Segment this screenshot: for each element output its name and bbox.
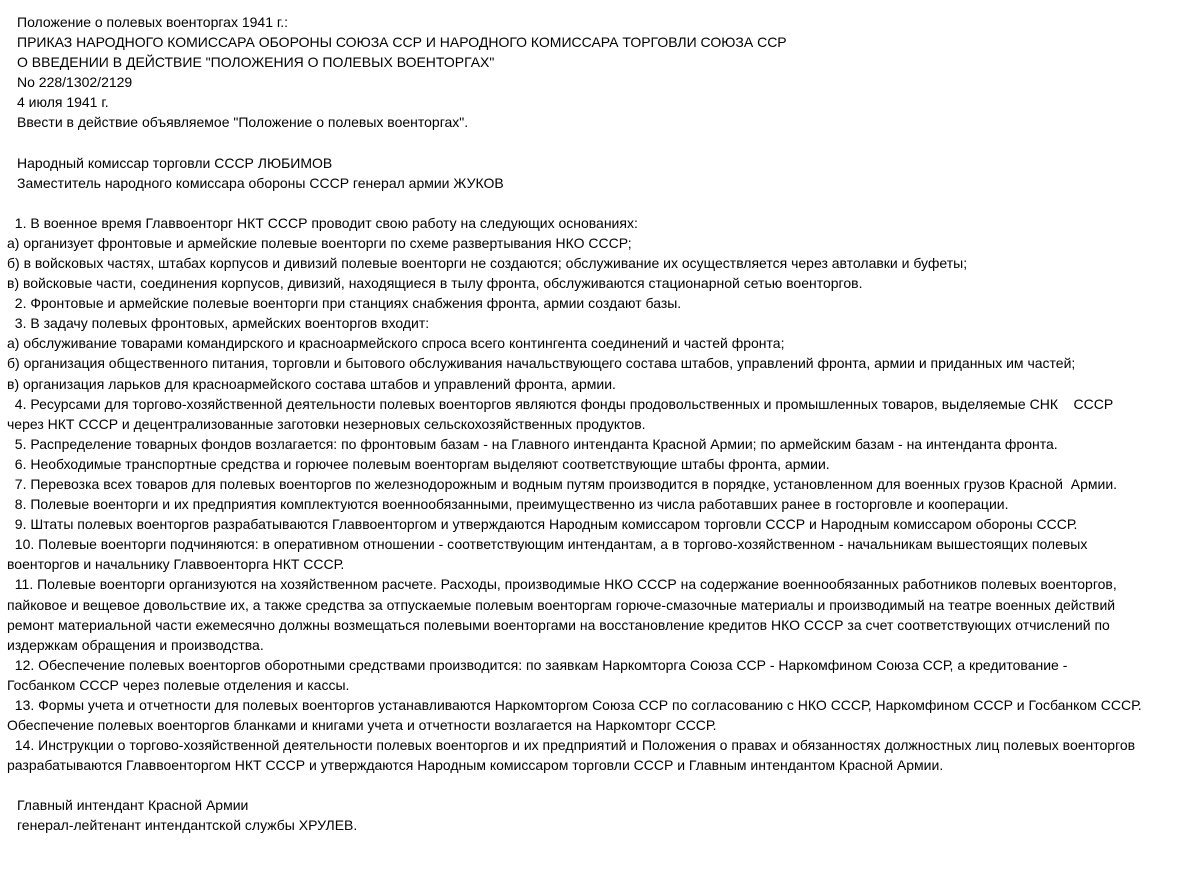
order-date: 4 июля 1941 г. [17, 94, 109, 111]
paragraph-14-line-2: разрабатываются Главвоенторгом НКТ СССР и утверждаются Народным комиссаром торговли СССР и Главным интендантом Красной Армии. [7, 757, 944, 774]
paragraph-10-line-1: 10. Полевые военторги подчиняются: в оперативном отношении - соответствующим интендантам, а в торгово-хозяйственном - начальникам вышестоящих полевых [7, 536, 1088, 553]
paragraph-12-line-1: 12. Обеспечение полевых военторгов оборотными средствами производится: по заявкам Наркомторга Союза ССР - Наркомфином Союза ССР, а кредитование - [7, 656, 1068, 673]
paragraph-3: 3. В задачу полевых фронтовых, армейских военторгов входит: [7, 315, 430, 332]
paragraph-6: 6. Необходимые транспортные средства и горючее полевым военторгам выделяют соответствующие штабы фронта, армии. [7, 455, 830, 472]
paragraph-8: 8. Полевые военторги и их предприятия комплектуются военнообязанными, преимущественно из числа работавших ранее в госторговле и кооперации. [7, 496, 1009, 513]
signatory-defense: Заместитель народного комиссара обороны СССР генерал армии ЖУКОВ [17, 174, 504, 191]
order-title-line-2: О ВВЕДЕНИИ В ДЕЙСТВИЕ "ПОЛОЖЕНИЯ О ПОЛЕВЫХ ВОЕНТОРГАХ" [17, 54, 495, 71]
paragraph-11-line-2: пайковое и вещевое довольствие их, а также средства за отпускаемые полевым военторгам горюче-смазочные материалы и производимый на театре военных действий [7, 596, 1116, 613]
paragraph-7: 7. Перевозка всех товаров для полевых военторгов по железнодорожным и водным путям производится в порядке, установленном для военных грузов Красной Армии. [7, 475, 1118, 492]
paragraph-5: 5. Распределение товарных фондов возлагается: по фронтовым базам - на Главного интенданта Красной Армии; по армейским базам - на интенданта фронта. [7, 435, 1058, 452]
order-title-line-1: ПРИКАЗ НАРОДНОГО КОМИССАРА ОБОРОНЫ СОЮЗА ССР И НАРОДНОГО КОМИССАРА ТОРГОВЛИ СОЮЗА ССР [17, 34, 787, 51]
paragraph-11-line-3: ремонт материальной части ежемесячно должны возмещаться полевыми военторгами на восстановление кредитов НКО СССР за счет соответствующих отчислений по [7, 616, 1110, 633]
paragraph-3a: а) обслуживание товарами командирского и красноармейского спроса всего контингента соединений и частей фронта; [7, 335, 785, 352]
signatory-trade: Народный комиссар торговли СССР ЛЮБИМОВ [17, 154, 333, 171]
paragraph-3b: б) организация общественного питания, торговли и бытового обслуживания начальствующего состава штабов, управлений фронта, армии и приданных им частей; [7, 355, 1076, 372]
doc-title: Положение о полевых военторгах 1941 г.: [17, 14, 289, 30]
paragraph-4-line-1: 4. Ресурсами для торгово-хозяйственной деятельности полевых военторгов являются фонды продовольственных и промышленных товаров, выделяемые СНК СССР [7, 395, 1114, 412]
paragraph-2: 2. Фронтовые и армейские полевые военторги при станциях снабжения фронта, армии создают базы. [7, 295, 682, 312]
paragraph-1a: а) организует фронтовые и армейские полевые военторги по схеме развертывания НКО СССР; [7, 234, 632, 251]
paragraph-10-line-2: военторгов и начальнику Главвоенторга НКТ СССР. [7, 556, 345, 573]
footer-signatory: генерал-лейтенант интендантской службы ХРУЛЕВ. [17, 817, 358, 834]
enactment-text: Ввести в действие объявляемое "Положение о полевых военторгах". [17, 114, 469, 131]
paragraph-4-line-2: через НКТ СССР и децентрализованные заготовки незерновых сельскохозяйственных продуктов. [7, 415, 646, 432]
paragraph-1b: б) в войсковых частях, штабах корпусов и дивизий полевые военторги не создаются; обслуживание их осуществляется через автолавки и буфеты; [7, 254, 968, 271]
document [7, 12, 1193, 836]
paragraph-1: 1. В военное время Главвоенторг НКТ СССР проводит свою работу на следующих основаниях: [7, 214, 638, 231]
paragraph-9: 9. Штаты полевых военторгов разрабатываются Главвоенторгом и утверждаются Народным комиссаром торговли СССР и Народным комиссаром обороны СССР. [7, 516, 1078, 533]
footer-title: Главный интендант Красной Армии [17, 797, 249, 814]
paragraph-11-line-1: 11. Полевые военторги организуются на хозяйственном расчете. Расходы, производимые НКО СССР на содержание военнообязанных работников полевых военторгов, [7, 576, 1117, 593]
paragraph-13-line-2: Обеспечение полевых военторгов бланками и книгами учета и отчетности возлагается на Наркомторг СССР. [7, 717, 717, 734]
paragraph-1c: в) войсковые части, соединения корпусов, дивизий, находящиеся в тылу фронта, обслуживаются стационарной сетью военторгов. [7, 275, 863, 292]
paragraph-12-line-2: Госбанком СССР через полевые отделения и кассы. [7, 676, 350, 693]
paragraph-3c: в) организация ларьков для красноармейского состава штабов и управлений фронта, армии. [7, 375, 616, 392]
order-number: No 228/1302/2129 [17, 74, 133, 91]
paragraph-13-line-1: 13. Формы учета и отчетности для полевых военторгов устанавливаются Наркомторгом Союза ССР по согласованию с НКО СССР, Наркомфином СССР и Госбанком СССР. [7, 697, 1142, 713]
paragraph-11-line-4: издержкам обращения и производства. [7, 636, 264, 653]
paragraph-14-line-1: 14. Инструкции о торгово-хозяйственной деятельности полевых военторгов и их предприятий и Положения о правах и обязанностях должностных лиц полевых военторгов [7, 737, 1136, 754]
